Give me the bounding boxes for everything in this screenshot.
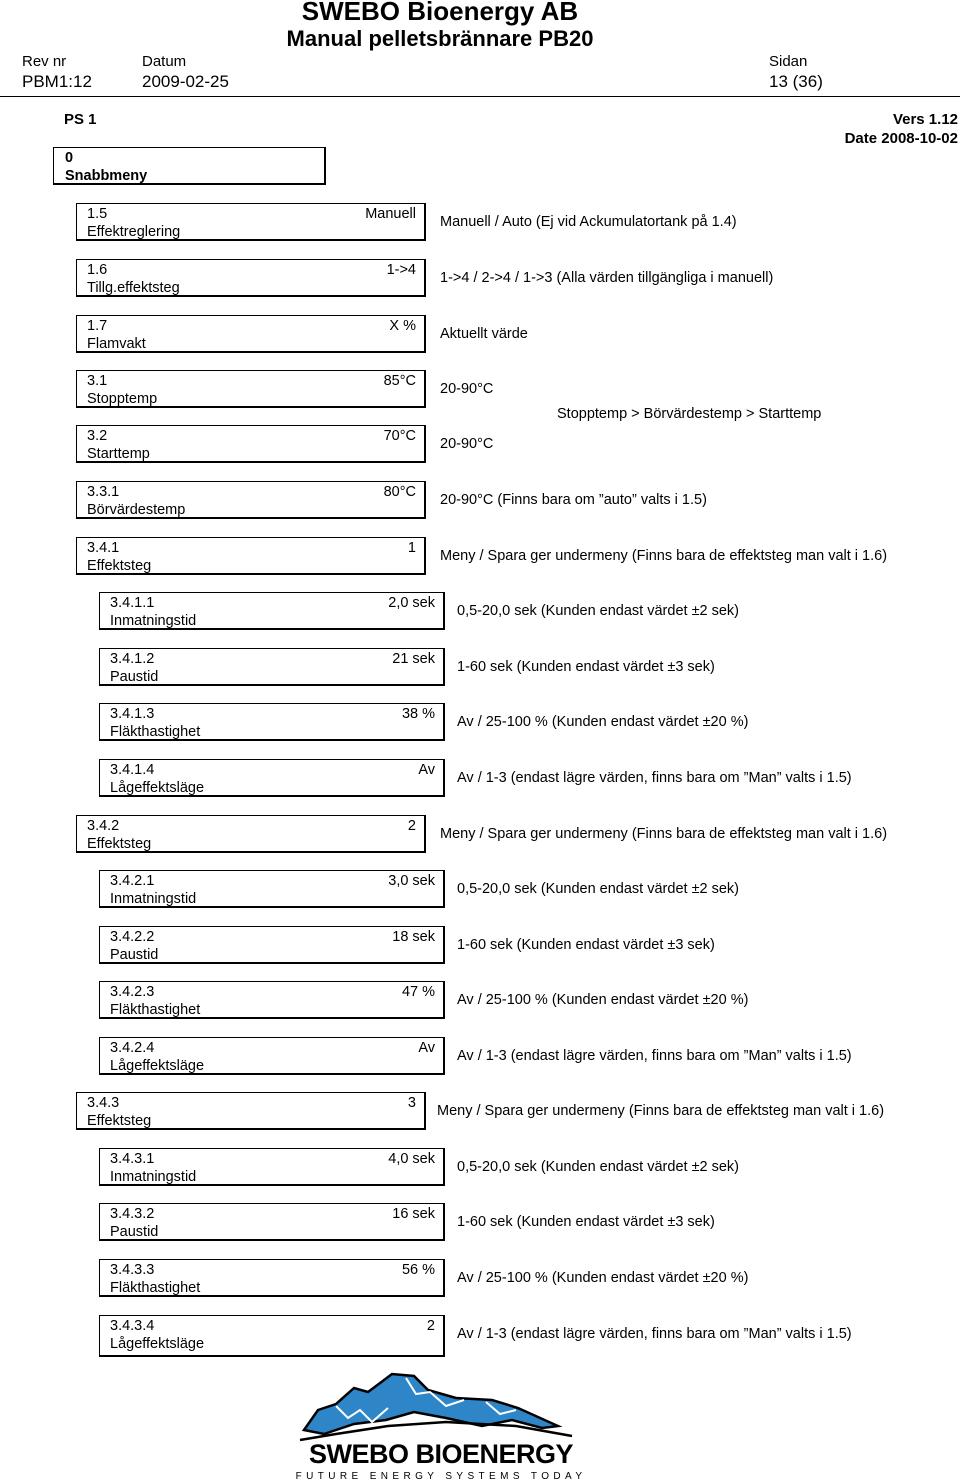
menu-item-3-3-1: [76, 481, 426, 519]
menu-item-3-4-3-2: [99, 1203, 445, 1241]
menu-item-code: 3.4.3.4: [110, 1318, 155, 1334]
menu-item-description: 0,5-20,0 sek (Kunden endast värdet ±2 sek): [457, 1159, 740, 1175]
menu-item-3-4-1-2: [99, 648, 445, 686]
company-name: SWEBO Bioenergy AB: [301, 0, 579, 26]
quick-menu-name: Snabbmeny: [65, 168, 148, 184]
menu-item-value: 2,0 sek: [388, 595, 435, 611]
menu-item-value: 56 %: [401, 1262, 435, 1278]
quick-menu-box: [53, 147, 326, 185]
menu-item-3-4-2: [76, 815, 426, 853]
menu-item-value: 38 %: [401, 706, 435, 722]
menu-item-3-4-2-4: [99, 1037, 445, 1075]
menu-item-description: Meny / Spara ger undermeny (Finns bara de effektsteg man valt i 1.6): [440, 548, 888, 564]
menu-item-code: 3.4.2.3: [110, 984, 155, 1000]
panel-id: PS 1: [64, 111, 97, 128]
menu-item-3-4-3: [76, 1092, 426, 1130]
rev-label: Rev nr: [22, 53, 67, 70]
menu-item-3-4-1: [76, 537, 426, 575]
menu-item-value: 3,0 sek: [388, 873, 435, 889]
menu-item-name: Paustid: [110, 1224, 159, 1240]
rev-value: PBM1:12: [22, 72, 92, 91]
menu-item-3-4-3-1: [99, 1148, 445, 1186]
menu-item-description: Aktuellt värde: [440, 326, 528, 342]
menu-item-name: Lågeffektsläge: [110, 780, 205, 796]
menu-item-name: Inmatningstid: [110, 613, 197, 629]
menu-item-code: 3.4.2.2: [110, 929, 155, 945]
menu-item-name: Paustid: [110, 669, 159, 685]
logo-brand: SWEBO BIOENERGY: [308, 1439, 574, 1469]
menu-item-description: Meny / Spara ger undermeny (Finns bara de effektsteg man valt i 1.6): [440, 826, 888, 842]
menu-item-3-4-2-3: [99, 981, 445, 1019]
menu-item-value: X %: [389, 318, 416, 334]
menu-item-value: Av: [418, 762, 435, 778]
menu-item-description: 20-90°C: [440, 436, 494, 452]
menu-item-name: Tillg.effektsteg: [87, 280, 180, 296]
menu-item-3-4-3-4: [99, 1315, 445, 1357]
menu-item-name: Inmatningstid: [110, 891, 197, 907]
menu-item-name: Lågeffektsläge: [110, 1058, 205, 1074]
menu-item-value: 3: [407, 1095, 416, 1111]
menu-item-description: Av / 1-3 (endast lägre värden, finns bara om ”Man” valts i 1.5): [457, 1326, 852, 1342]
menu-item-name: Paustid: [110, 947, 159, 963]
menu-item-description: 0,5-20,0 sek (Kunden endast värdet ±2 sek): [457, 603, 740, 619]
menu-item-value: 2: [407, 818, 416, 834]
menu-item-code: 3.1: [87, 373, 108, 389]
menu-item-name: Effektsteg: [87, 836, 152, 852]
menu-item-name: Inmatningstid: [110, 1169, 197, 1185]
menu-item-value: 47 %: [401, 984, 435, 1000]
menu-item-value: 21 sek: [392, 651, 435, 667]
date-value: 2009-02-25: [142, 72, 229, 91]
menu-item-3-4-2-1: [99, 870, 445, 908]
menu-item-code: 3.4.2.4: [110, 1040, 155, 1056]
menu-item-code: 3.4.3.2: [110, 1206, 155, 1222]
menu-item-3-1: [76, 370, 426, 408]
menu-item-description: Manuell / Auto (Ej vid Ackumulatortank på 1.4): [440, 214, 737, 230]
document-title: Manual pelletsbrännare PB20: [286, 26, 594, 51]
menu-item-code: 1.7: [87, 318, 108, 334]
menu-item-description: 20-90°C (Finns bara om ”auto” valts i 1.5): [440, 492, 707, 508]
menu-item-description: 0,5-20,0 sek (Kunden endast värdet ±2 sek): [457, 881, 740, 897]
menu-item-name: Stopptemp: [87, 391, 158, 407]
menu-item-code: 3.4.1.1: [110, 595, 155, 611]
menu-item-value: 70°C: [383, 428, 416, 444]
menu-item-code: 3.2: [87, 428, 108, 444]
menu-item-value: 80°C: [383, 484, 416, 500]
menu-item-code: 1.6: [87, 262, 108, 278]
menu-item-value: Av: [418, 1040, 435, 1056]
menu-item-code: 3.4.2: [87, 818, 120, 834]
menu-item-value: 1->4: [386, 262, 416, 278]
panel-version: Vers 1.12: [892, 111, 958, 128]
menu-item-description: Av / 25-100 % (Kunden endast värdet ±20 %): [457, 1270, 749, 1286]
menu-item-3-4-1-3: [99, 703, 445, 741]
menu-item-3-4-2-2: [99, 926, 445, 964]
date-label: Datum: [142, 53, 187, 70]
panel-date: Date 2008-10-02: [844, 130, 958, 147]
menu-item-code: 1.5: [87, 206, 108, 222]
logo-mountain: [304, 1374, 558, 1434]
menu-item-3-4-1-1: [99, 592, 445, 630]
menu-item-code: 3.4.1.2: [110, 651, 155, 667]
menu-item-value: 16 sek: [392, 1206, 435, 1222]
menu-item-description: 1-60 sek (Kunden endast värdet ±3 sek): [457, 937, 715, 953]
menu-item-value: 1: [407, 540, 416, 556]
menu-item-code: 3.4.3.1: [110, 1151, 155, 1167]
quick-menu-code: 0: [65, 150, 74, 166]
menu-item-code: 3.4.1.4: [110, 762, 155, 778]
menu-item-value: 18 sek: [392, 929, 435, 945]
page-label: Sidan: [769, 53, 808, 70]
menu-item-code: 3.4.1.3: [110, 706, 155, 722]
menu-item-name: Starttemp: [87, 446, 150, 462]
menu-item-name: Effektsteg: [87, 1113, 152, 1129]
menu-item-name: Fläkthastighet: [110, 724, 201, 740]
menu-item-name: Fläkthastighet: [110, 1002, 201, 1018]
swebo-bioenergy-logo: [296, 1370, 586, 1481]
menu-item-name: Lågeffektsläge: [110, 1336, 205, 1352]
menu-item-description: Av / 25-100 % (Kunden endast värdet ±20 %): [457, 714, 749, 730]
menu-item-code: 3.4.3: [87, 1095, 120, 1111]
header-divider: [0, 96, 960, 97]
menu-item-value: Manuell: [365, 206, 416, 222]
menu-item-name: Börvärdestemp: [87, 502, 186, 518]
menu-item-1-6: [76, 259, 426, 297]
menu-item-value: 4,0 sek: [388, 1151, 435, 1167]
menu-item-description: Meny / Spara ger undermeny (Finns bara de effektsteg man valt i 1.6): [437, 1103, 885, 1119]
menu-item-name: Effektsteg: [87, 558, 152, 574]
menu-item-description: 1-60 sek (Kunden endast värdet ±3 sek): [457, 1214, 715, 1230]
menu-item-3-2: [76, 425, 426, 463]
menu-item-name: Flamvakt: [87, 336, 146, 352]
menu-item-code: 3.4.3.3: [110, 1262, 155, 1278]
menu-item-3-4-3-3: [99, 1259, 445, 1297]
menu-item-description: 1-60 sek (Kunden endast värdet ±3 sek): [457, 659, 715, 675]
page-value: 13 (36): [769, 72, 823, 91]
menu-item-1-7: [76, 315, 426, 353]
menu-item-code: 3.4.1: [87, 540, 120, 556]
menu-item-description: Av / 1-3 (endast lägre värden, finns bara om ”Man” valts i 1.5): [457, 1048, 852, 1064]
menu-item-description: Av / 25-100 % (Kunden endast värdet ±20 %): [457, 992, 749, 1008]
menu-item-description: 1->4 / 2->4 / 1->3 (Alla värden tillgängliga i manuell): [440, 270, 774, 286]
menu-item-name: Effektreglering: [87, 224, 181, 240]
menu-item-code: 3.3.1: [87, 484, 120, 500]
logo-tagline: FUTURE ENERGY SYSTEMS TODAY: [296, 1471, 586, 1481]
temperature-order-note: Stopptemp > Börvärdestemp > Starttemp: [557, 406, 822, 422]
menu-item-name: Fläkthastighet: [110, 1280, 201, 1296]
menu-item-1-5: [76, 203, 426, 241]
menu-item-code: 3.4.2.1: [110, 873, 155, 889]
menu-item-description: Av / 1-3 (endast lägre värden, finns bara om ”Man” valts i 1.5): [457, 770, 852, 786]
menu-item-description: 20-90°C: [440, 381, 494, 397]
menu-item-3-4-1-4: [99, 759, 445, 797]
menu-item-value: 2: [426, 1318, 435, 1334]
menu-item-value: 85°C: [383, 373, 416, 389]
